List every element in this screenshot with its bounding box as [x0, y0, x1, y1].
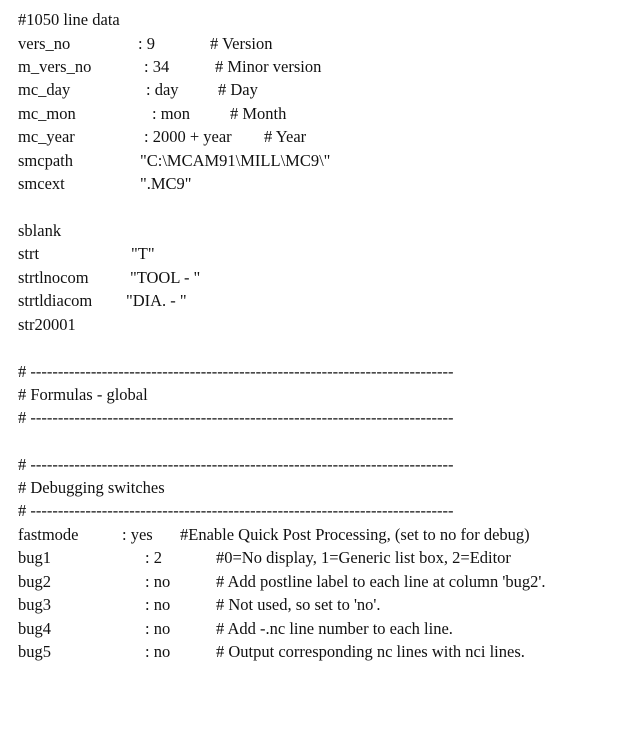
variable-value: : no [145, 619, 171, 638]
line-text: #1050 line data [18, 10, 120, 29]
variable-value: : no [145, 642, 171, 661]
variable-value: "TOOL - " [130, 268, 201, 287]
variable-value: : 2 [145, 548, 162, 567]
variable-value: : day [146, 80, 179, 99]
variable-name: smcpath [18, 151, 73, 170]
variable-name: bug5 [18, 642, 51, 661]
variable-value: ".MC9" [140, 174, 192, 193]
variable-name: str20001 [18, 315, 76, 334]
variable-name: mc_day [18, 80, 71, 99]
variable-value: "DIA. - " [126, 291, 187, 310]
variable-name: bug4 [18, 619, 51, 638]
variable-name: sblank [18, 221, 62, 240]
line-text: # ----------------------------------------------------------------------------- [18, 455, 454, 474]
variable-name: mc_mon [18, 104, 76, 123]
variable-value: "T" [131, 244, 155, 263]
line-comment: # Output corresponding nc lines with nci lines. [216, 642, 525, 661]
variable-value: : no [145, 572, 171, 591]
line-text: # ----------------------------------------------------------------------------- [18, 501, 454, 520]
variable-value: : yes [122, 525, 153, 544]
code-line-bug5 [0, 642, 525, 742]
line-comment: # Month [230, 104, 287, 123]
variable-name: strt [18, 244, 40, 263]
variable-name: m_vers_no [18, 57, 92, 76]
variable-value: "C:\MCAM91\MILL\MC9\" [140, 151, 331, 170]
line-text: # Formulas - global [18, 385, 148, 404]
line-text: # ----------------------------------------------------------------------------- [18, 408, 454, 427]
variable-name: mc_year [18, 127, 75, 146]
variable-name: fastmode [18, 525, 79, 544]
variable-name: bug1 [18, 548, 51, 567]
variable-name: strtlnocom [18, 268, 89, 287]
line-comment: # Version [210, 34, 273, 53]
variable-name: bug2 [18, 572, 51, 591]
variable-value: : mon [152, 104, 191, 123]
line-comment: # Add postline label to each line at column 'bug2'. [216, 572, 546, 591]
variable-name: vers_no [18, 34, 71, 53]
line-comment: #Enable Quick Post Processing, (set to no for debug) [180, 525, 530, 544]
variable-value: : 2000 + year [144, 127, 232, 146]
variable-value: : 34 [144, 57, 170, 76]
line-comment: # Not used, so set to 'no'. [216, 595, 381, 614]
variable-name: smcext [18, 174, 65, 193]
line-text: # ----------------------------------------------------------------------------- [18, 362, 454, 381]
variable-name: bug3 [18, 595, 51, 614]
line-comment: # Add -.nc line number to each line. [216, 619, 453, 638]
variable-value: : 9 [138, 34, 155, 53]
variable-value: : no [145, 595, 171, 614]
line-comment: # Year [264, 127, 307, 146]
variable-name: strtldiacom [18, 291, 93, 310]
line-comment: #0=No display, 1=Generic list box, 2=Editor [216, 548, 511, 567]
line-text: # Debugging switches [18, 478, 165, 497]
line-comment: # Minor version [215, 57, 322, 76]
line-comment: # Day [218, 80, 258, 99]
